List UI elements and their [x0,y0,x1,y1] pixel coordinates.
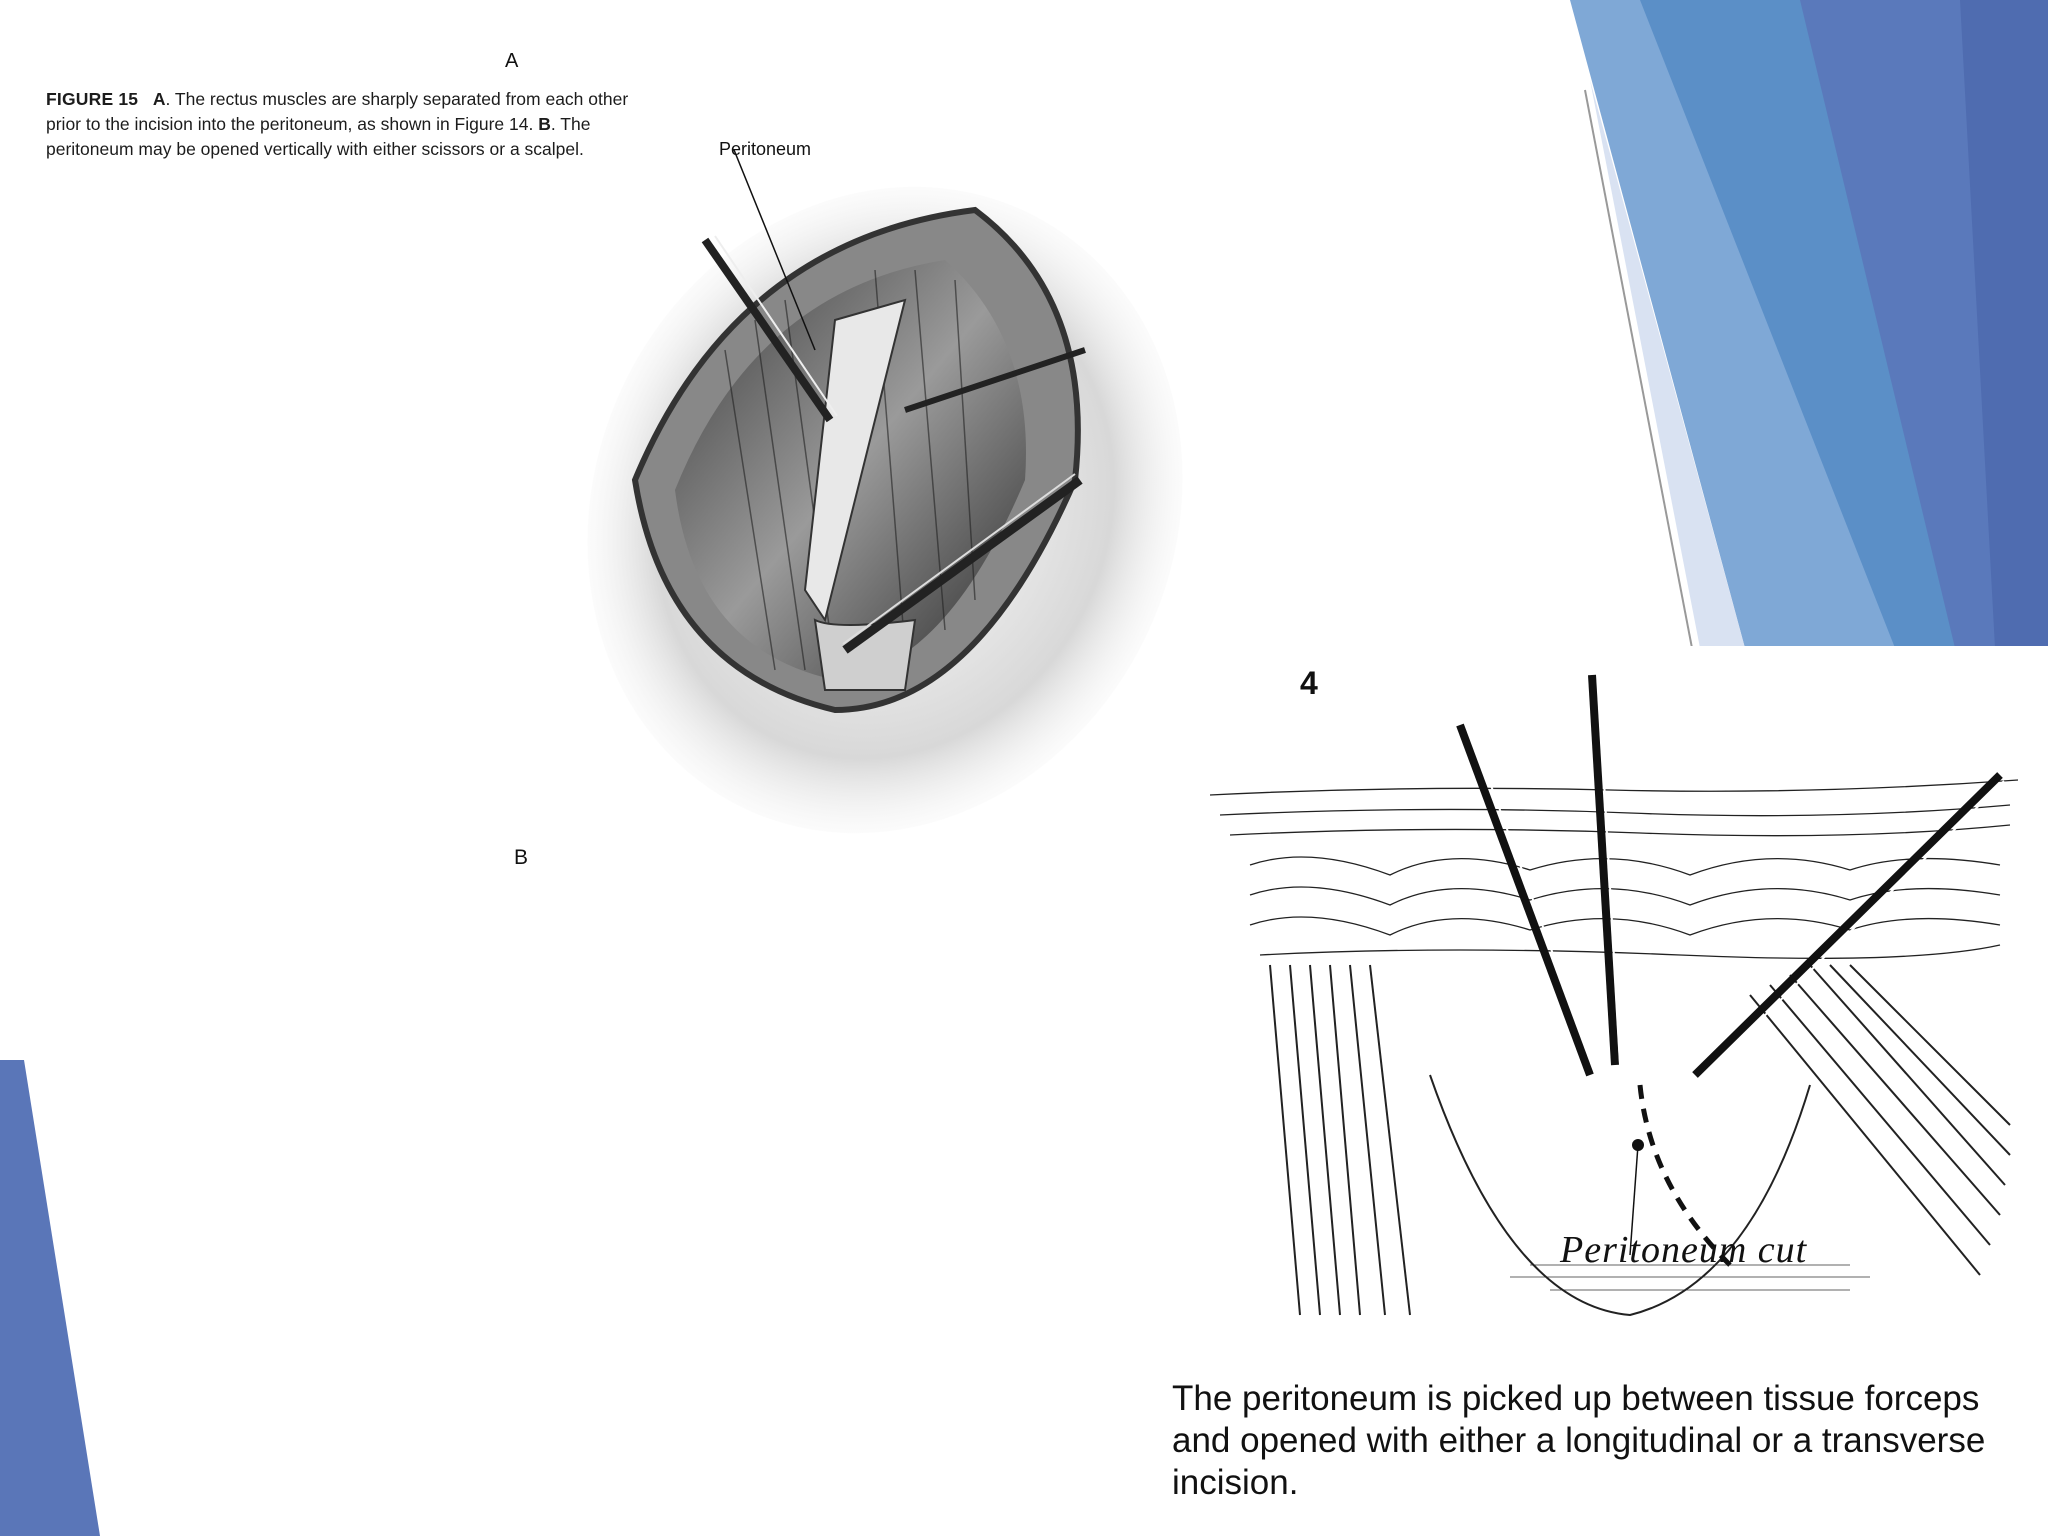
caption-a-text: . The rectus muscles are sharply separated from each other prior to the incision into the peritoneum, as shown in Figure 14. [46,89,629,134]
peritoneum-label: Peritoneum [719,139,812,159]
caption-b-text: . The peritoneum may be opened vertically with either scissors or a scalpel. [46,114,591,159]
description-text: The peritoneum is picked up between tissue forceps and opened with either a longitudinal or a transverse incision. [1172,1379,1986,1502]
caption-figure-number: FIGURE 15 [46,89,139,109]
figure-caption [46,87,646,162]
caption-a-label: A [152,89,166,109]
peritoneum-cut-label: Peritoneum cut [1560,1229,1808,1271]
panel-label-b: B [514,846,529,869]
figure-4-number: 4 [1300,665,1318,701]
decorative-bottom-left-shape [0,1060,110,1536]
caption-b-label: B [538,114,551,134]
surgical-illustration-a [575,150,1195,850]
panel-label-a: A [505,50,519,72]
